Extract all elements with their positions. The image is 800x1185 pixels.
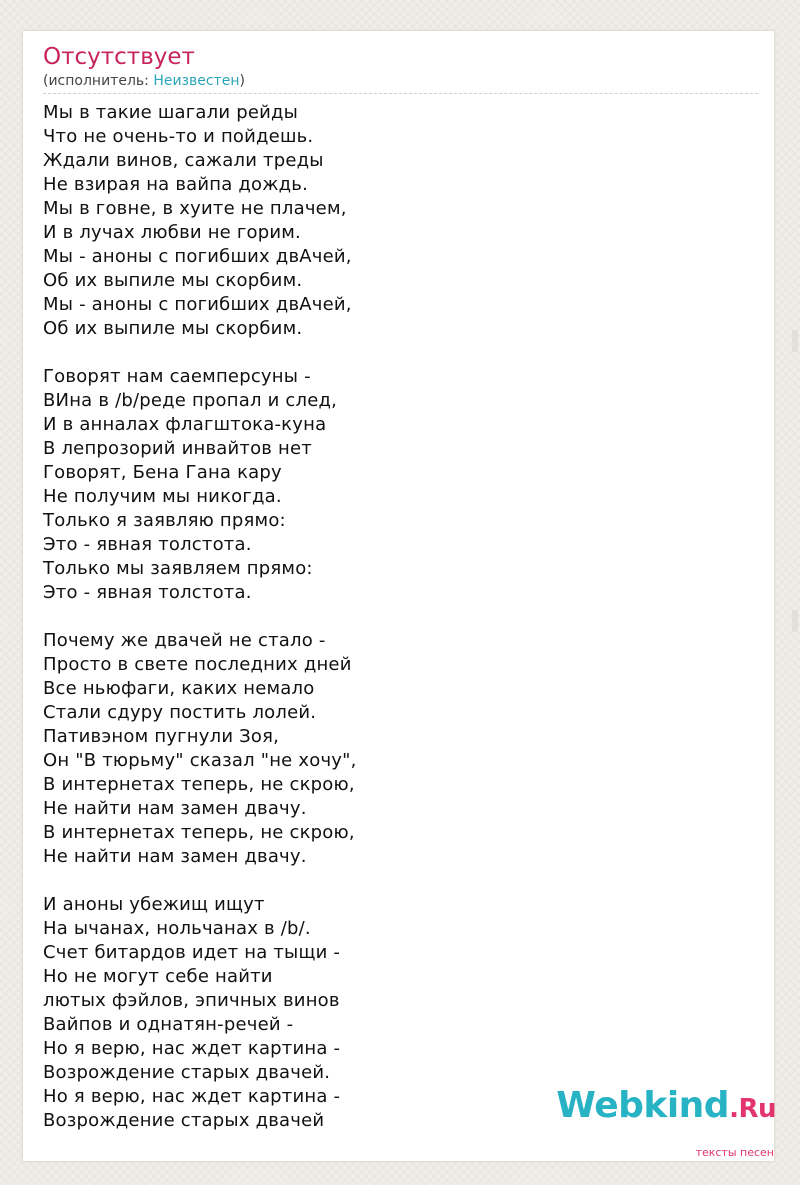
lyric-line: Мы в говне, в хуите не плачем, [43,198,347,219]
brand-tld: .Ru [729,1094,776,1124]
lyric-line: Почему же двачей не стало - [43,630,326,651]
lyric-line: Счет битардов идет на тыщи - [43,942,341,963]
lyric-line: Это - явная толстота. [43,582,252,603]
stanza [43,629,357,869]
lyric-line: Просто в свете последних дней [43,654,352,675]
stanza [43,893,357,1133]
lyric-line: Не найти нам замен двачу. [43,798,307,819]
lyric-line: Не взирая на вайпа дождь. [43,174,309,195]
lyric-line: Не получим мы никогда. [43,486,282,507]
lyric-line: Это - явная толстота. [43,534,252,555]
lyric-line: И аноны убежищ ищут [43,894,265,915]
lyric-line: Только мы заявляем прямо: [43,558,313,579]
lyric-line: Стали сдуру постить лолей. [43,702,317,723]
artist-suffix: ) [239,73,245,89]
lyric-line: Ждали винов, сажали треды [43,150,324,171]
lyric-line: Вайпов и однатян-речей - [43,1014,294,1035]
lyric-line: Мы - аноны с погибших двАчей, [43,246,352,267]
scroll-marker [792,330,798,352]
lyric-line: ВИна в /b/реде пропал и след, [43,390,338,411]
lyric-line: Пативэном пугнули Зоя, [43,726,280,747]
lyric-line: Все ньюфаги, каких немало [43,678,315,699]
stanza [43,365,357,605]
lyric-line: Он "В тюрьму" сказал "не хочу", [43,750,357,771]
lyric-line: лютых фэйлов, эпичных винов [43,990,340,1011]
lyric-line: И в лучах любви не горим. [43,222,301,243]
divider [43,93,758,94]
lyric-line: Возрождение старых двачей [43,1110,325,1131]
lyric-line: Что не очень-то и пойдешь. [43,126,314,147]
lyric-line: Возрождение старых двачей. [43,1062,331,1083]
lyric-line: Мы - аноны с погибших двАчей, [43,294,352,315]
artist-link[interactable]: Неизвестен [153,73,240,89]
lyric-line: Мы в такие шагали рейды [43,102,299,123]
lyrics-text [43,101,357,1133]
lyric-line: Об их выпиле мы скорбим. [43,270,303,291]
lyric-line: И в анналах флагштока-куна [43,414,327,435]
artist-line [43,72,245,90]
lyric-line: Но я верю, нас ждет картина - [43,1086,341,1107]
artist-prefix: (исполнитель: [43,73,154,89]
lyric-line: Говорят, Бена Гана кару [43,462,282,483]
lyric-line: На ычанах, нольчанах в /b/. [43,918,311,939]
lyric-line: Но я верю, нас ждет картина - [43,1038,341,1059]
lyric-line: В интернетах теперь, не скрою, [43,822,355,843]
stanza [43,101,357,341]
lyric-line: Но не могут себе найти [43,966,273,987]
lyrics-card [22,30,775,1162]
lyric-line: Об их выпиле мы скорбим. [43,318,303,339]
lyric-line: В лепрозорий инвайтов нет [43,438,312,459]
scroll-marker [792,610,798,632]
brand-logo[interactable] [556,1087,776,1128]
lyric-line: Не найти нам замен двачу. [43,846,307,867]
brand-tagline: тексты песен [695,1146,774,1159]
brand-name: Webkind [556,1085,730,1126]
lyric-line: В интернетах теперь, не скрою, [43,774,355,795]
lyric-line: Только я заявляю прямо: [43,510,286,531]
lyric-line: Говорят нам саемперсуны - [43,366,311,387]
song-title: Отсутствует [43,44,195,70]
